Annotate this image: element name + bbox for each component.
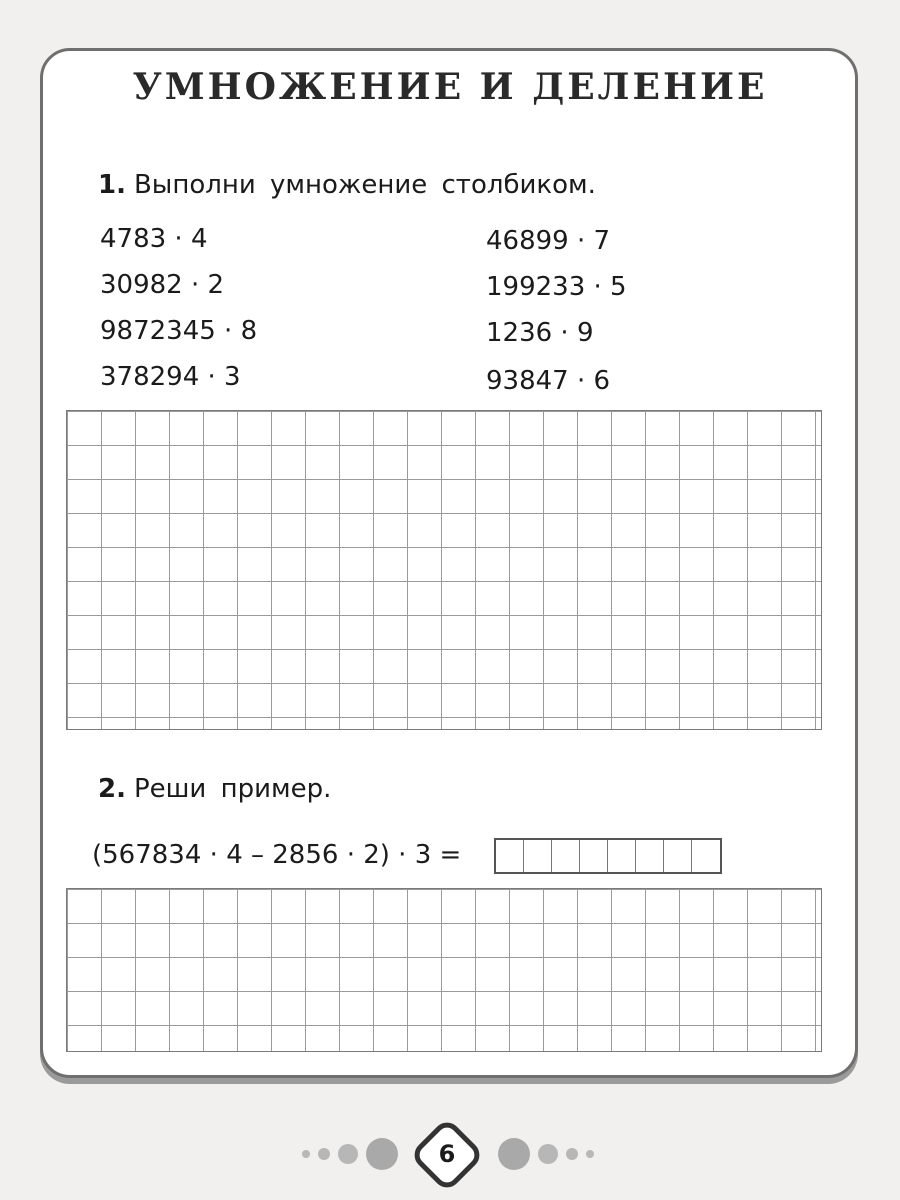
task-2-answer-grid[interactable] (66, 888, 822, 1052)
answer-digit-box[interactable] (552, 840, 580, 872)
task-2-expression: (567834 · 4 – 2856 · 2) · 3 = (92, 840, 462, 870)
footer-dot (538, 1144, 558, 1164)
task-1-expression: 199233 · 5 (486, 272, 627, 302)
task-1-expression: 30982 · 2 (100, 270, 225, 300)
page-number: 6 (438, 1140, 456, 1168)
answer-digit-box[interactable] (524, 840, 552, 872)
footer-dot (566, 1148, 578, 1160)
footer-dot (338, 1144, 358, 1164)
task-1-text: Выполни умножение столбиком. (133, 170, 596, 200)
task-1-heading (98, 170, 596, 200)
task-1-expression: 378294 · 3 (100, 362, 241, 392)
task-1-answer-grid[interactable] (66, 410, 822, 730)
page-title: УМНОЖЕНИЕ И ДЕЛЕНИЕ (132, 66, 768, 108)
footer-dot (318, 1148, 330, 1160)
task-2-answer-boxes[interactable] (494, 838, 722, 874)
task-2-number: 2. (98, 774, 126, 804)
footer-dot (498, 1138, 530, 1170)
footer-dot (366, 1138, 398, 1170)
task-2-heading (98, 774, 331, 804)
task-1-expression: 46899 · 7 (486, 226, 611, 256)
task-2-text: Реши пример. (133, 774, 332, 804)
task-1-expression: 93847 · 6 (486, 366, 611, 396)
task-1-expression: 4783 · 4 (100, 224, 208, 254)
answer-digit-box[interactable] (664, 840, 692, 872)
answer-digit-box[interactable] (496, 840, 524, 872)
answer-digit-box[interactable] (692, 840, 720, 872)
task-1-number: 1. (98, 170, 126, 200)
answer-digit-box[interactable] (608, 840, 636, 872)
task-1-expression: 1236 · 9 (486, 318, 594, 348)
footer-dot (302, 1150, 310, 1158)
answer-digit-box[interactable] (580, 840, 608, 872)
answer-digit-box[interactable] (636, 840, 664, 872)
task-1-expression: 9872345 · 8 (100, 316, 258, 346)
footer-dot (586, 1150, 594, 1158)
